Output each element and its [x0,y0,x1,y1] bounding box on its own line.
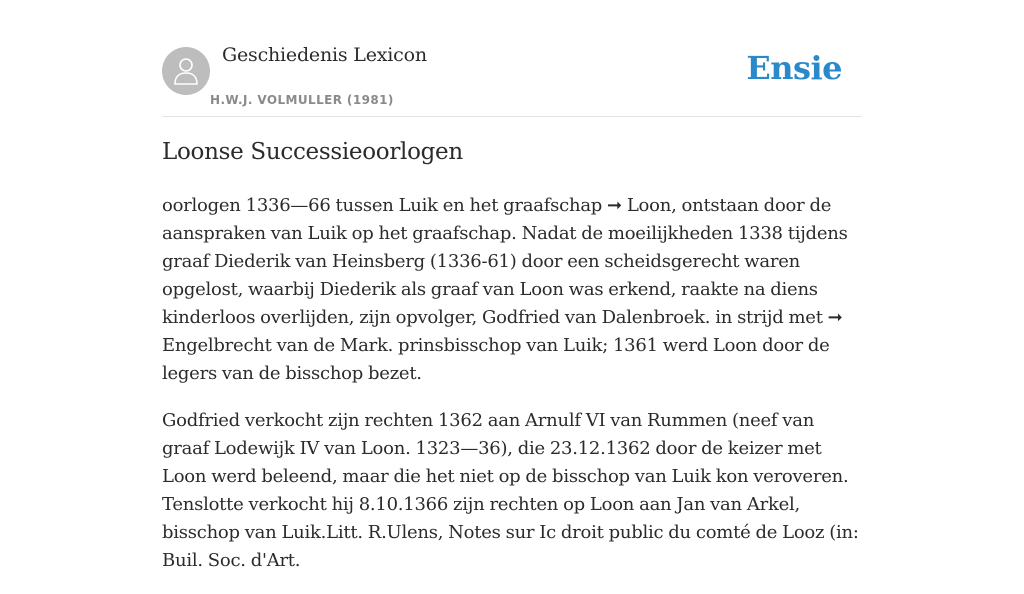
author-byline[interactable]: H.W.J. VOLMULLER (1981) [210,93,394,107]
ensie-logo[interactable]: Ensie [746,49,842,87]
page [162,0,862,571]
user-icon [173,56,199,86]
source-title[interactable]: Geschiedenis Lexicon [222,44,427,66]
entry-body [162,192,862,594]
paragraph: Godfried verkocht zijn rechten 1362 aan Arnulf VI van Rummen (neef van graaf Lodewijk IV van Loon. 1323—36), die 23.12.1362 door de keizer met Loon werd beleend, maar die het niet op de bisschop van Luik kon veroveren. Tenslotte verkocht hij 8.10.1366 zijn rechten op Loon aan Jan van Arkel, bisschop van Luik.Litt. R.Ulens, Notes sur Ic droit public du comté de Looz (in: Buil. Soc. d'Art. [162,410,859,571]
paragraph: oorlogen 1336—66 tussen Luik en het graafschap ➞ Loon, ontstaan door de aanspraken van Luik op het graafschap. Nadat de moeilijkheden 1338 tijdens graaf Diederik van Heinsberg (1336-61) door een scheidsgerecht waren opgelost, waarbij Diederik als graaf van Loon was erkend, raakte na diens kinderloos overlijden, zijn opvolger, Godfried van Dalenbroek. in strijd met ➞ Engelbrecht van de Mark. prinsbisschop van Luik; 1361 werd Loon door de legers van de bisschop bezet. [162,195,848,384]
avatar[interactable] [162,47,210,95]
entry-title: Loonse Successieoorlogen [162,139,463,165]
source-header [162,0,862,117]
